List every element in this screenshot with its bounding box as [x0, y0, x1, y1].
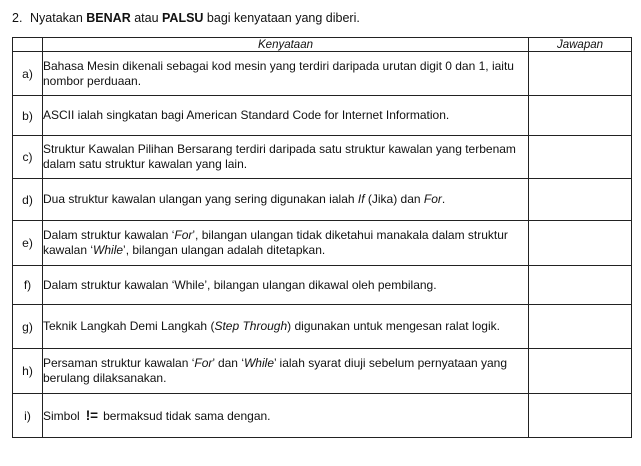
instruction-false-word: PALSU	[162, 11, 204, 25]
statement-text: Dalam struktur kawalan ‘	[43, 228, 175, 242]
statement-text: ASCII ialah singkatan bagi American Standard Code for Internet Information.	[43, 108, 450, 122]
statement-text: Dalam struktur kawalan ‘While’, bilangan ulangan dikawal oleh pembilang.	[43, 277, 437, 292]
statement-text: ’ dan ‘	[212, 356, 244, 370]
header-answer: Jawapan	[529, 38, 632, 52]
table-row	[13, 96, 632, 136]
instruction-prefix: Nyatakan	[30, 11, 87, 25]
row-label: f)	[13, 266, 43, 305]
row-statement	[43, 266, 529, 305]
statement-text: (Jika) dan	[364, 192, 424, 206]
row-label: b)	[13, 96, 43, 136]
table-row	[13, 349, 632, 394]
statement-text: ) digunakan untuk mengesan ralat logik.	[287, 319, 500, 333]
row-label: g)	[13, 305, 43, 349]
header-blank-cell	[13, 38, 43, 52]
question-number: 2.	[12, 11, 23, 25]
row-label: e)	[13, 221, 43, 266]
row-statement	[43, 52, 529, 96]
statement-text: ’, bilangan ulangan adalah ditetapkan.	[123, 243, 326, 257]
row-label: a)	[13, 52, 43, 96]
statement-text: Simbol	[43, 408, 80, 423]
row-statement	[43, 221, 529, 266]
answer-cell[interactable]	[529, 349, 632, 394]
statement-text: bermaksud tidak sama dengan.	[103, 408, 271, 423]
statement-italic-term: Step Through	[214, 319, 288, 333]
table-row	[13, 394, 632, 438]
statement-text: Bahasa Mesin dikenali sebagai kod mesin yang terdiri daripada urutan digit 0 dan 1, iaitu nombor perduaan.	[43, 58, 514, 88]
table-row	[13, 52, 632, 96]
instruction-suffix: bagi kenyataan yang diberi.	[203, 11, 360, 25]
statement-text: ’ ialah syarat diuji sebelum pernyataan yang berulang dilaksanakan.	[43, 356, 508, 385]
true-false-table	[12, 37, 632, 438]
row-label: c)	[13, 136, 43, 179]
statement-text: Struktur Kawalan Pilihan Bersarang terdiri daripada satu struktur kawalan yang terbenam dalam satu struktur kawalan yang lain.	[43, 142, 516, 171]
answer-cell[interactable]	[529, 266, 632, 305]
table-row	[13, 136, 632, 179]
answer-cell[interactable]	[529, 305, 632, 349]
statement-text: Teknik Langkah Demi Langkah (	[43, 319, 215, 333]
statement-italic-term: While	[243, 356, 274, 370]
instruction-connector: atau	[130, 11, 163, 25]
table-row	[13, 266, 632, 305]
statement-italic-term: For	[423, 192, 442, 206]
statement-text: .	[441, 192, 446, 206]
statement-text: Dua struktur kawalan ulangan yang sering digunakan ialah	[43, 192, 358, 206]
row-statement	[43, 394, 529, 438]
row-label: i)	[13, 394, 43, 438]
table-header-row	[13, 38, 632, 52]
instruction-true-word: BENAR	[86, 11, 131, 25]
statement-italic-term: If	[357, 192, 365, 206]
table-row	[13, 179, 632, 221]
statement-italic-term: For	[194, 356, 213, 370]
answer-cell[interactable]	[529, 221, 632, 266]
answer-cell[interactable]	[529, 179, 632, 221]
statement-italic-term: While	[93, 243, 124, 257]
table-row	[13, 305, 632, 349]
table-row	[13, 221, 632, 266]
answer-cell[interactable]	[529, 96, 632, 136]
row-statement	[43, 305, 529, 349]
statement-italic-term: For	[174, 228, 193, 242]
answer-cell[interactable]	[529, 136, 632, 179]
answer-cell[interactable]	[529, 52, 632, 96]
statement-text: ’, bilangan ulangan tidak diketahui manakala dalam struktur kawalan ‘	[43, 228, 508, 257]
row-label: d)	[13, 179, 43, 221]
row-label: h)	[13, 349, 43, 394]
header-statement: Kenyataan	[43, 38, 529, 52]
question-instruction	[12, 10, 360, 26]
row-statement	[43, 96, 529, 136]
row-statement	[43, 179, 529, 221]
answer-cell[interactable]	[529, 394, 632, 438]
not-equal-operator: !=	[85, 407, 99, 423]
statement-text: Persaman struktur kawalan ‘	[43, 356, 195, 370]
row-statement	[43, 136, 529, 179]
row-statement	[43, 349, 529, 394]
